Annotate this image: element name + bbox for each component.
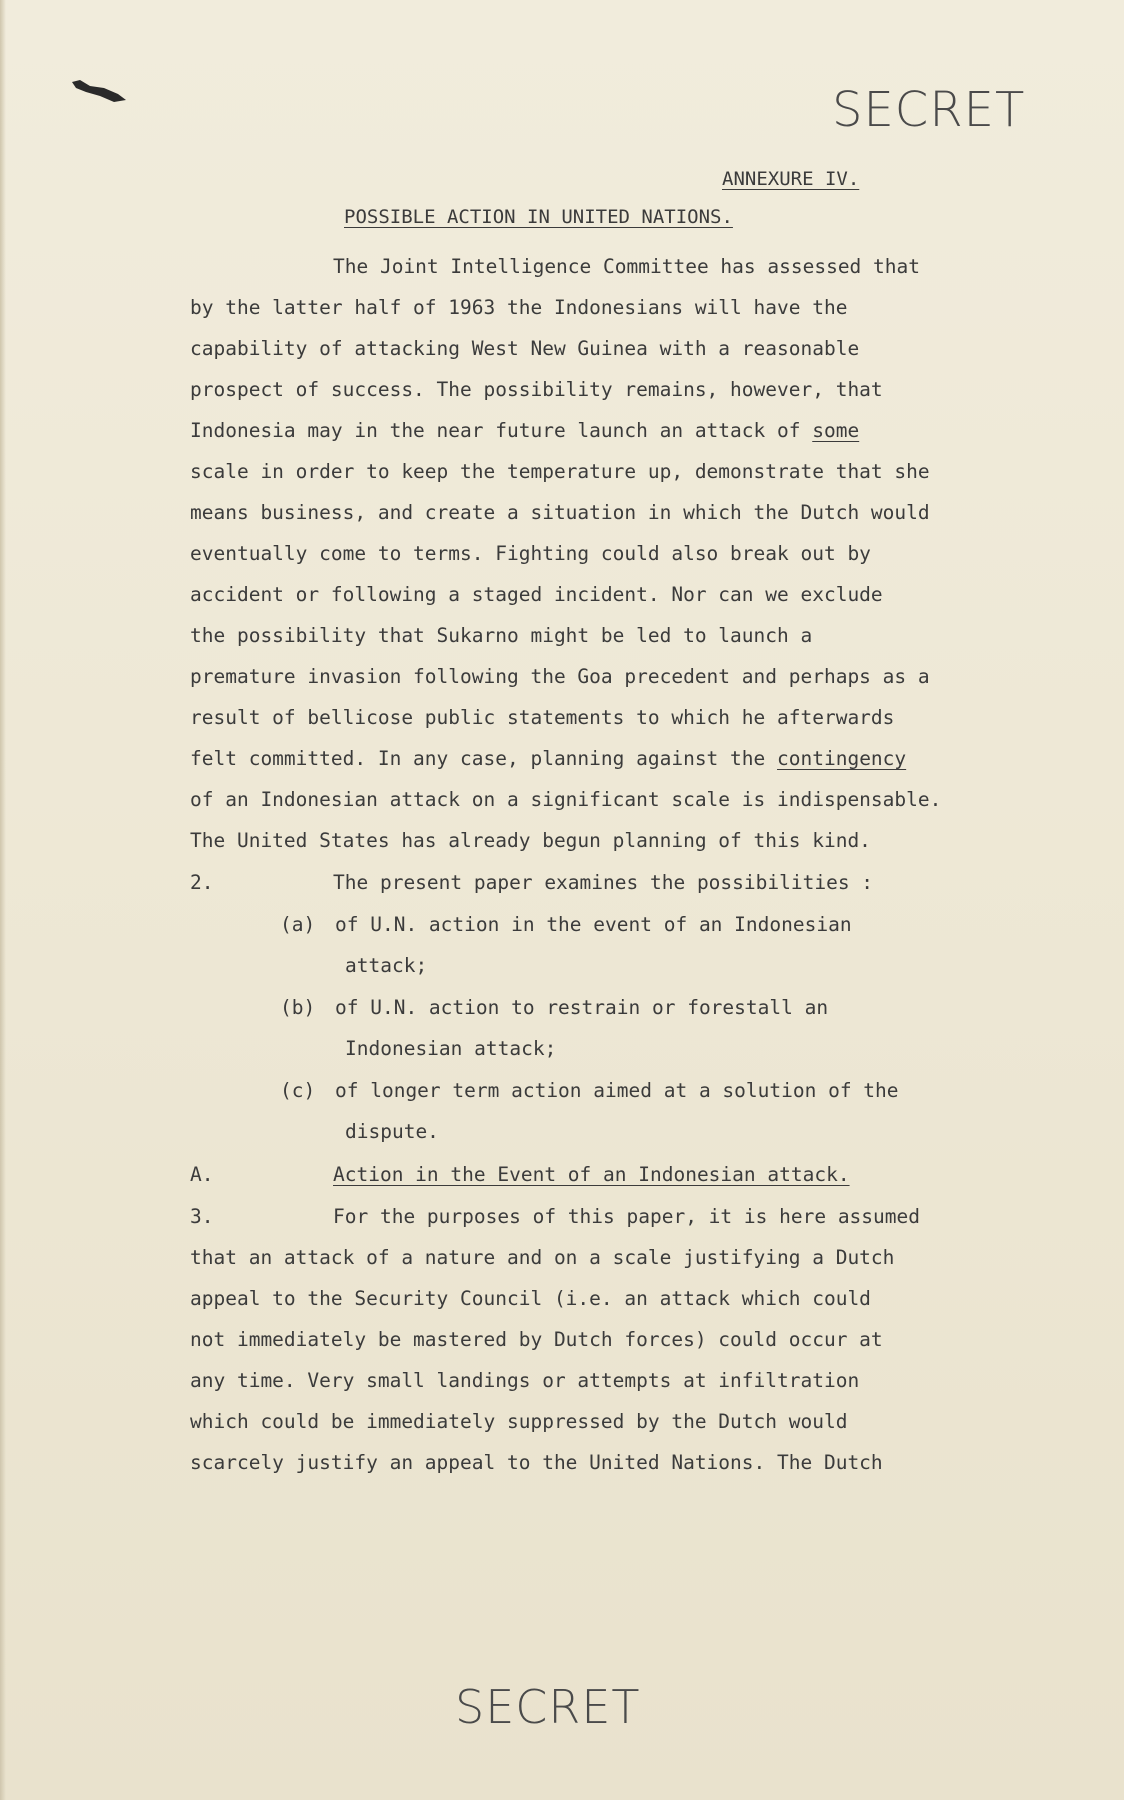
para1-line: premature invasion following the Goa precedent and perhaps as a — [190, 665, 930, 688]
para3-line: not immediately be mastered by Dutch forces) could occur at — [190, 1328, 883, 1351]
list-item-label: (a) — [280, 913, 316, 936]
para1-line: result of bellicose public statements to which he afterwards — [190, 706, 895, 729]
underlined-word-contingency: contingency — [777, 747, 907, 770]
annexure-label: ANNEXURE IV. — [722, 168, 860, 190]
secret-stamp-top: SECRET — [832, 82, 1026, 138]
para1-line: scale in order to keep the temperature up, demonstrate that she — [190, 460, 930, 483]
para1-line: means business, and create a situation in which the Dutch would — [190, 501, 930, 524]
para1-line: The Joint Intelligence Committee has assessed that — [333, 255, 920, 278]
para1-line: The United States has already begun planning of this kind. — [190, 829, 871, 852]
para3-line: that an attack of a nature and on a scale justifying a Dutch — [190, 1246, 895, 1269]
list-item-text: of U.N. action to restrain or forestall an — [335, 996, 829, 1019]
para1-line: felt committed. In any case, planning against the contingency — [190, 747, 907, 770]
list-item-label: (b) — [280, 996, 316, 1019]
para3-line: which could be immediately suppressed by the Dutch would — [190, 1410, 848, 1433]
para2-intro: The present paper examines the possibilities : — [333, 871, 874, 894]
list-item-text: of U.N. action in the event of an Indonesian — [335, 913, 852, 936]
ink-blot-mark — [70, 76, 128, 106]
para1-line: Indonesia may in the near future launch an attack of some — [190, 419, 860, 442]
section-letter: A. — [190, 1163, 214, 1186]
para1-line: capability of attacking West New Guinea with a reasonable — [190, 337, 860, 360]
page-edge-shadow — [0, 0, 6, 1800]
list-item-text: of longer term action aimed at a solution of the — [335, 1079, 899, 1102]
para3-line: For the purposes of this paper, it is here assumed — [333, 1205, 920, 1228]
list-item-label: (c) — [280, 1079, 316, 1102]
underlined-word-some: some — [812, 419, 860, 442]
para1-line: the possibility that Sukarno might be led to launch a — [190, 624, 813, 647]
para3-line: any time. Very small landings or attempts at infiltration — [190, 1369, 860, 1392]
para3-number: 3. — [190, 1205, 214, 1228]
para1-line: accident or following a staged incident. Nor can we exclude — [190, 583, 883, 606]
para1-line: eventually come to terms. Fighting could also break out by — [190, 542, 871, 565]
para3-line: scarcely justify an appeal to the United Nations. The Dutch — [190, 1451, 883, 1474]
para1-line: prospect of success. The possibility remains, however, that — [190, 378, 883, 401]
section-title: Action in the Event of an Indonesian attack. — [333, 1163, 850, 1186]
para2-number: 2. — [190, 871, 214, 894]
para1-line: of an Indonesian attack on a significant scale is indispensable. — [190, 788, 942, 811]
list-item-text: Indonesian attack; — [345, 1037, 557, 1060]
secret-stamp-bottom: SECRET — [455, 1680, 641, 1734]
page-heading: POSSIBLE ACTION IN UNITED NATIONS. — [344, 206, 733, 228]
para1-line: by the latter half of 1963 the Indonesians will have the — [190, 296, 848, 319]
list-item-text: attack; — [345, 954, 428, 977]
list-item-text: dispute. — [345, 1120, 439, 1143]
para3-line: appeal to the Security Council (i.e. an attack which could — [190, 1287, 871, 1310]
